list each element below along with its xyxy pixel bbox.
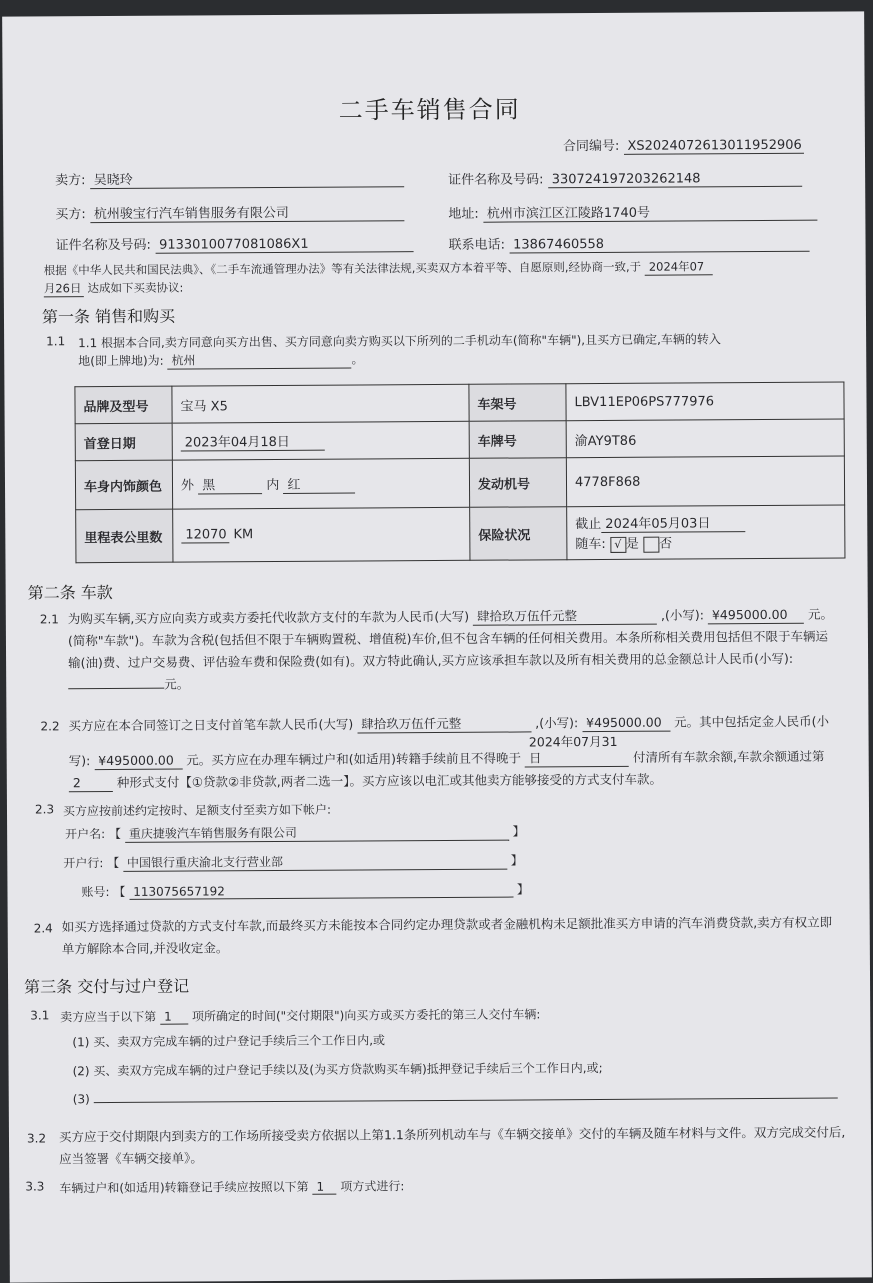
color-cell: 外 黑 内 红: [172, 458, 469, 509]
table-row: [75, 382, 844, 424]
yes-checkbox[interactable]: √: [610, 537, 626, 553]
option-1: (1) 买、卖双方完成车辆的过户登记手续后三个工作日内,或: [72, 1033, 386, 1050]
plate-cell: 渝AY9T86: [566, 419, 844, 458]
clause-2-3-text: 买方应按前述约定按时、足额支付至卖方如下帐户:: [62, 802, 332, 819]
vin-header: 车架号: [469, 384, 566, 422]
seller-row: 卖方: 吴晓玲: [55, 167, 404, 189]
clause-1-1-text: 1.1 根据本合同,卖方同意向买方出售、买方同意向卖方购买以下所列的二手机动车(简称"车辆"),且买方已确定,车辆的转入: [78, 332, 721, 351]
seller-id-row: 证件名称及号码: 330724197203262148: [448, 167, 802, 189]
engine-cell: 4778F868: [566, 456, 844, 507]
odometer-cell: 12070 KM: [173, 507, 470, 562]
vin-cell: LBV11EP06PS777976: [566, 382, 844, 421]
page-title: 二手车销售合同: [338, 95, 521, 125]
account-name-row: 开户名: 【 重庆捷骏汽车销售服务有限公司 】: [65, 824, 525, 842]
contract-page: [2, 11, 872, 1282]
table-row: [75, 456, 844, 510]
option-2: (2) 买、卖双方完成车辆的过户登记手续以及(为买方贷款购买车辆)抵押登记手续后三个工作日内,或;: [72, 1060, 603, 1079]
no-checkbox[interactable]: [643, 536, 659, 552]
buyer-phone-row: 联系电话: 13867460558: [448, 232, 809, 254]
article-1-heading: 第一条 销售和购买: [41, 306, 176, 327]
clause-3-1-text: 卖方应当于以下第 1 项所确定的时间("交付期限")向买方或买方委托的第三人交付车辆:: [60, 1007, 541, 1025]
insurance-header: 保险状况: [470, 507, 567, 561]
clause-1-1-number: 1.1: [46, 334, 66, 349]
engine-header: 发动机号: [469, 458, 566, 508]
account-number-row: 账号: 【 113075657192 】: [81, 882, 530, 900]
buyer-id-row: 证件名称及号码: 9133010077081086X1: [55, 232, 413, 254]
clause-2-3-number: 2.3: [34, 802, 55, 817]
buyer-address-row: 地址: 杭州市滨江区江陵路1740号: [448, 201, 817, 223]
insurance-cell: 截止 2024年05月03日 随车: √ 是 否: [567, 505, 845, 560]
preamble-line1: 根据《中华人民共和国民法典》、《二手车流通管理办法》等有关法律法规,买卖双方本着平等、自愿原则,经协商一致,于 2024年07: [44, 258, 713, 279]
clause-2-1-text: 为购买车辆,买方应向卖方或卖方委托代收款方支付的车款为人民币(大写) 肆拾玖万伍仟元整 ,(小写): ¥495000.00 元。(简称"车款")。车款为含税(包括但不限于车辆购置税、增值税)车价,但不包含车辆的任何相关费用。本条所称相关费用包括但不限于车辆运输(油)费、过户交易费、评估验车费和保险费(如有)。双方特此确认,买方应该承担车款以及所有相关费用的总金额总计人民币(小写): 元。: [67, 606, 833, 692]
clause-2-1-number: 2.1: [39, 612, 59, 627]
bank-row: 开户行: 【 中国银行重庆渝北支行营业部 】: [63, 853, 523, 871]
color-header: 车身内饰颜色: [75, 460, 172, 510]
clause-3-3-number: 3.3: [25, 1179, 45, 1194]
table-row: [75, 419, 844, 461]
contract-number: 合同编号: XS2024072613011952906: [562, 137, 802, 155]
plate-header: 车牌号: [469, 421, 566, 459]
clause-2-2-text: 买方应在本合同签订之日支付首笔车款人民币(大写) 肆拾玖万伍仟元整 ,(小写): ¥495000.00 元。其中包括定金人民币(小写): ¥495000.00 元。买方应在办理车辆过户和(如适用)转籍手续前且不得晚于 2024年07月31日 付清所有车款余额,车款余额通过第 2 种形式支付【①贷款②非贷款,两者二选一】。买方应该以电汇或其他卖方能够接受的方式支付车款。: [68, 711, 838, 795]
clause-2-2-number: 2.2: [40, 719, 60, 734]
clause-3-2-number: 3.2: [26, 1131, 47, 1146]
article-3-heading: 第三条 交付与过户登记: [24, 976, 190, 997]
reg-date-cell: 2023年04月18日: [172, 421, 469, 460]
table-row: [76, 505, 845, 563]
vehicle-spec-table: [74, 382, 845, 564]
buyer-row: 买方: 杭州骏宝行汽车销售服务有限公司: [55, 201, 404, 223]
clause-2-4-number: 2.4: [33, 921, 53, 936]
odometer-header: 里程表公里数: [76, 509, 173, 563]
clause-1-1-destination: 地(即上牌地)为: 杭州 。: [78, 352, 364, 369]
clause-3-3-text: 车辆过户和(如适用)转籍登记手续应按照以下第 1 项方式进行:: [59, 1179, 405, 1196]
clause-3-1-number: 3.1: [30, 1008, 50, 1023]
option-3: (3): [73, 1088, 838, 1107]
brand-header: 品牌及型号: [75, 386, 172, 424]
preamble-line2: 月26日 达成如下买卖协议:: [43, 280, 184, 296]
clause-2-4-text: 如买方选择通过贷款的方式支付车款,而最终买方未能按本合同约定办理贷款或者金融机构未足额批准买方申请的汽车消费贷款,卖方有权立即单方解除本合同,并没收定金。: [61, 914, 833, 957]
brand-cell: 宝马 X5: [172, 384, 469, 423]
clause-3-2-text: 买方应于交付期限内到卖方的工作场所接受卖方依据以上第1.1条所列机动车与《车辆交接单》交付的车辆及随车材料与文件。双方完成交付后,应当签署《车辆交接单》。: [58, 1124, 846, 1167]
reg-date-header: 首登日期: [75, 423, 172, 461]
article-2-heading: 第二条 车款: [27, 582, 113, 603]
